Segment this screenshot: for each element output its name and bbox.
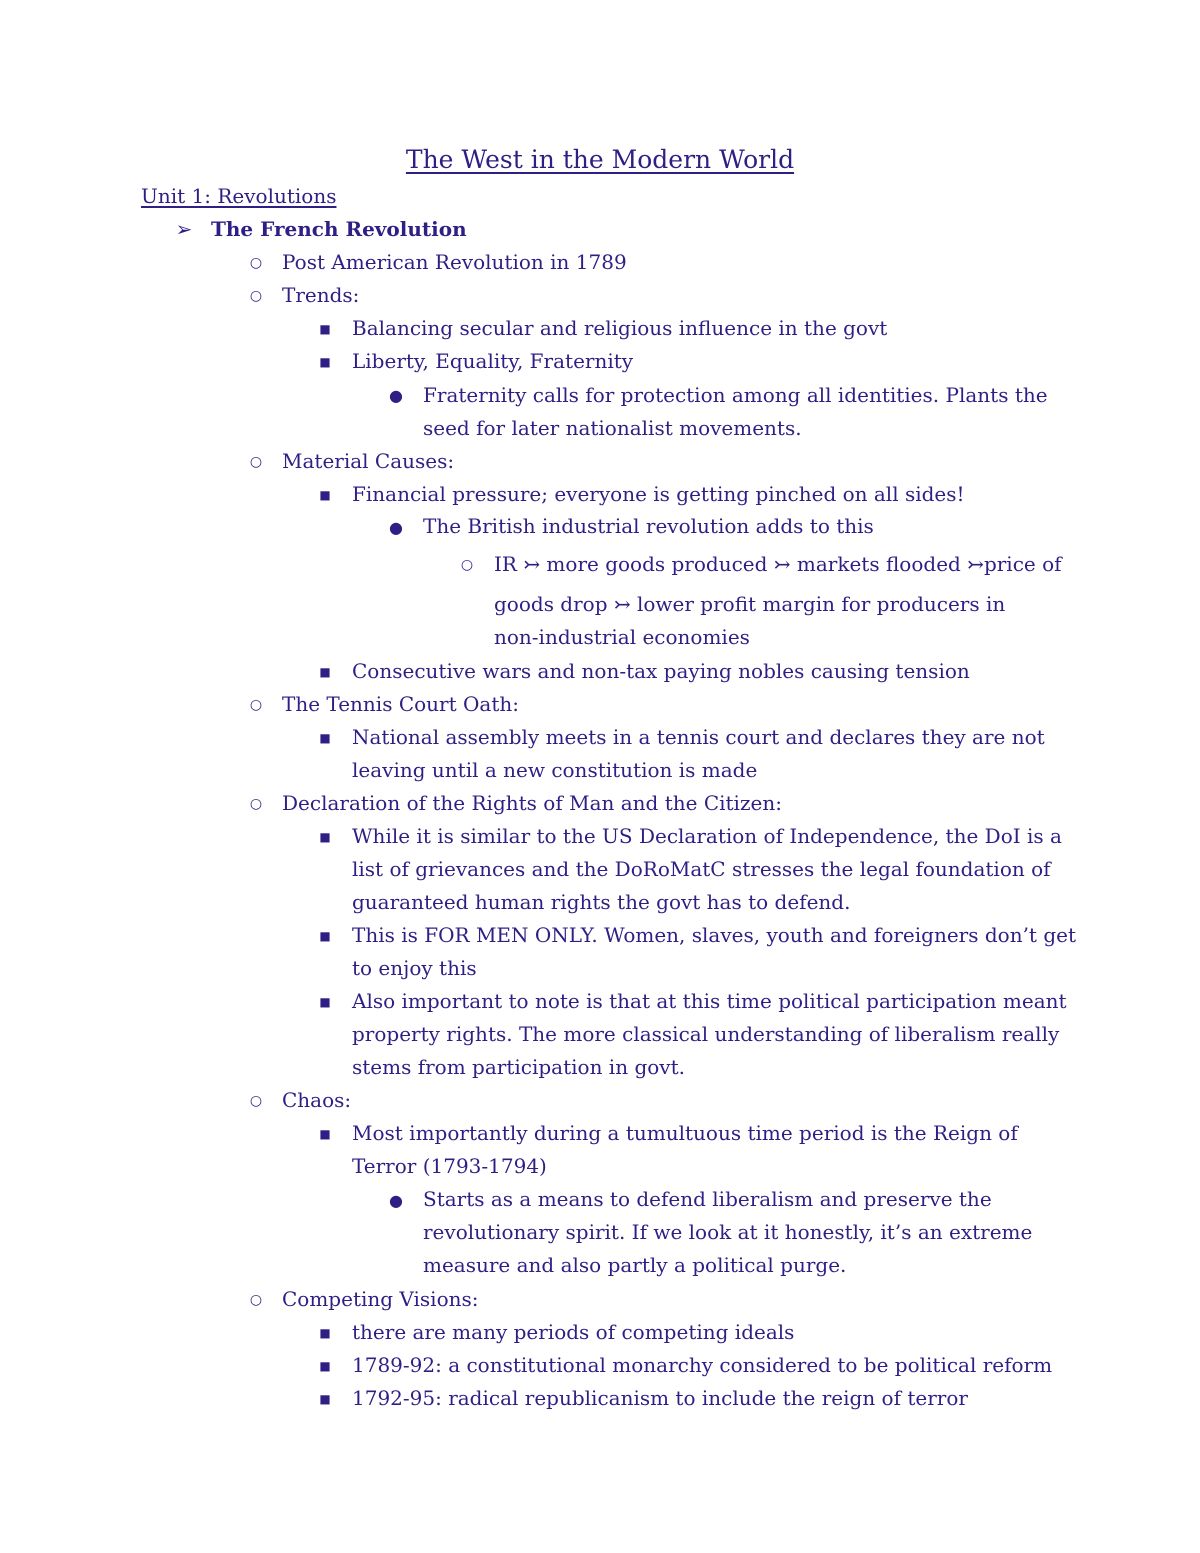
dot-bullet-icon: ● <box>389 386 403 405</box>
list-item: This is FOR MEN ONLY. Women, slaves, youth and foreigners don’t get <box>352 923 1077 947</box>
circle-bullet-icon: ○ <box>249 288 263 304</box>
square-bullet-icon: ■ <box>319 995 331 1009</box>
square-bullet-icon: ■ <box>319 1392 331 1406</box>
square-bullet-icon: ■ <box>319 322 331 336</box>
list-item-continuation: leaving until a new constitution is made <box>352 758 758 782</box>
square-bullet-icon: ■ <box>319 355 331 369</box>
square-bullet-icon: ■ <box>319 488 331 502</box>
list-item: Fraternity calls for protection among all identities. Plants the <box>423 383 1048 407</box>
list-item: Balancing secular and religious influence in the govt <box>352 316 888 340</box>
list-item: Consecutive wars and non-tax paying nobles causing tension <box>352 659 970 683</box>
list-item-continuation: property rights. The more classical understanding of liberalism really <box>352 1022 1060 1046</box>
list-item-continuation: guaranteed human rights the govt has to defend. <box>352 890 851 914</box>
list-item: Post American Revolution in 1789 <box>282 250 627 274</box>
list-item-continuation: measure and also partly a political purge. <box>423 1253 847 1277</box>
list-item: 1789-92: a constitutional monarchy considered to be political reform <box>352 1353 1053 1377</box>
list-item-continuation: goods drop ↣ lower profit margin for producers in <box>494 592 1006 616</box>
circle-bullet-icon: ○ <box>249 697 263 713</box>
square-bullet-icon: ■ <box>319 1359 331 1373</box>
list-item: 1792-95: radical republicanism to include the reign of terror <box>352 1386 968 1410</box>
list-item: Chaos: <box>282 1088 352 1112</box>
list-item-continuation: non-industrial economies <box>494 625 750 649</box>
list-item-continuation: revolutionary spirit. If we look at it honestly, it’s an extreme <box>423 1220 1033 1244</box>
list-item: Declaration of the Rights of Man and the Citizen: <box>282 791 782 815</box>
circle-bullet-icon: ○ <box>249 255 263 271</box>
list-item-continuation: Terror (1793-1794) <box>352 1154 547 1178</box>
section-heading: The French Revolution <box>211 217 467 241</box>
square-bullet-icon: ■ <box>319 665 331 679</box>
square-bullet-icon: ■ <box>319 929 331 943</box>
list-item: Liberty, Equality, Fraternity <box>352 349 634 373</box>
list-item: there are many periods of competing ideals <box>352 1320 795 1344</box>
list-item: Starts as a means to defend liberalism and preserve the <box>423 1187 992 1211</box>
unit-heading: Unit 1: Revolutions <box>141 184 337 208</box>
dot-bullet-icon: ● <box>389 518 403 537</box>
list-item: Most importantly during a tumultuous time period is the Reign of <box>352 1121 1018 1145</box>
list-item: IR ↣ more goods produced ↣ markets flooded ↣price of <box>494 552 1062 576</box>
square-bullet-icon: ■ <box>319 1127 331 1141</box>
list-item-continuation: seed for later nationalist movements. <box>423 416 802 440</box>
square-bullet-icon: ■ <box>319 1326 331 1340</box>
arrow-bullet-icon: ➢ <box>175 217 193 241</box>
list-item: The Tennis Court Oath: <box>282 692 519 716</box>
list-item: The British industrial revolution adds to this <box>423 514 874 538</box>
circle-bullet-icon: ○ <box>249 1292 263 1308</box>
circle-bullet-icon: ○ <box>249 796 263 812</box>
list-item-continuation: stems from participation in govt. <box>352 1055 685 1079</box>
list-item-continuation: to enjoy this <box>352 956 477 980</box>
list-item: Trends: <box>282 283 360 307</box>
list-item: Also important to note is that at this time political participation meant <box>352 989 1067 1013</box>
list-item: National assembly meets in a tennis court and declares they are not <box>352 725 1045 749</box>
circle-bullet-icon: ○ <box>249 454 263 470</box>
list-item: Financial pressure; everyone is getting pinched on all sides! <box>352 482 965 506</box>
document-title: The West in the Modern World <box>405 145 795 174</box>
square-bullet-icon: ■ <box>319 830 331 844</box>
circle-bullet-icon: ○ <box>460 557 474 573</box>
circle-bullet-icon: ○ <box>249 1093 263 1109</box>
dot-bullet-icon: ● <box>389 1191 403 1210</box>
list-item: Competing Visions: <box>282 1287 479 1311</box>
list-item: Material Causes: <box>282 449 455 473</box>
list-item: While it is similar to the US Declaration of Independence, the DoI is a <box>352 824 1062 848</box>
square-bullet-icon: ■ <box>319 731 331 745</box>
list-item-continuation: list of grievances and the DoRoMatC stresses the legal foundation of <box>352 857 1051 881</box>
